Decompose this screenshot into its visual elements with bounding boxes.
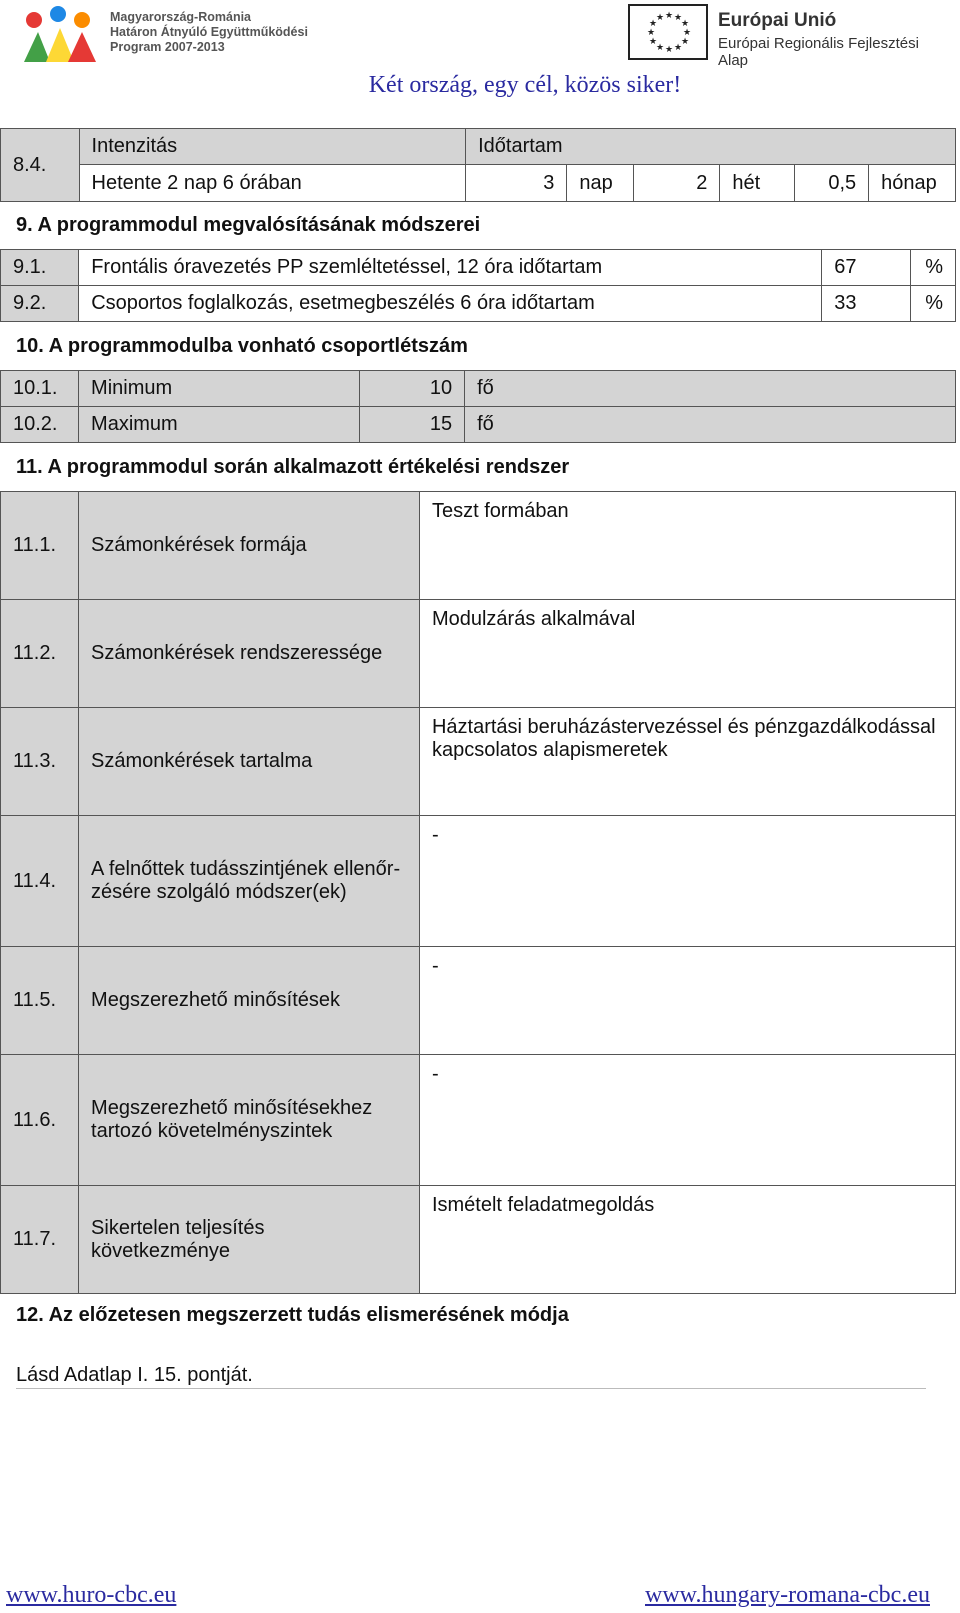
- svg-text:★: ★: [649, 37, 658, 47]
- row-number: 9.1.: [1, 250, 79, 286]
- section-12-text: Lásd Adatlap I. 15. pontját.: [16, 1364, 253, 1386]
- row-number: 11.4.: [1, 816, 79, 947]
- svg-text:★: ★: [647, 28, 656, 38]
- row-unit: %: [910, 286, 955, 322]
- intensity-value: Hetente 2 nap 6 órában: [79, 165, 466, 202]
- row-number: 11.6.: [1, 1055, 79, 1186]
- svg-text:★: ★: [674, 43, 683, 53]
- svg-text:★: ★: [656, 13, 665, 23]
- row-number: 11.3.: [1, 708, 79, 816]
- table-10: [0, 370, 956, 443]
- row-number: 10.2.: [1, 407, 79, 443]
- row-value: Háztartási beruházástervezéssel és pénzgazdálkodással kapcsolatos alapismeretek: [419, 708, 955, 816]
- row-label: Számonkérések tartalma: [79, 708, 420, 816]
- program-name: [110, 10, 308, 55]
- row-value: Modulzárás alkalmával: [419, 600, 955, 708]
- table-9: [0, 249, 956, 322]
- svg-text:★: ★: [674, 13, 683, 23]
- table-row: [1, 250, 956, 286]
- weeks-value: 2: [633, 165, 720, 202]
- row-label: A felnőttek tudásszintjének ellenőr-zésére szolgáló módszer(ek): [79, 816, 420, 947]
- row-number: 11.7.: [1, 1186, 79, 1294]
- section-11-title: 11. A programmodul során alkalmazott értékelési rendszer: [16, 456, 570, 478]
- eu-subtitle: Európai Regionális Fejlesztési Alap: [718, 35, 919, 69]
- table-8-4: [0, 128, 956, 202]
- row-value: -: [419, 947, 955, 1055]
- months-value: 0,5: [794, 165, 868, 202]
- section-9-title: 9. A programmodul megvalósításának módszerei: [16, 214, 481, 236]
- table-row: [1, 407, 956, 443]
- svg-text:★: ★: [681, 37, 690, 47]
- row-value: Ismételt feladatmegoldás: [419, 1186, 955, 1294]
- row-label: Maximum: [79, 407, 360, 443]
- motto: Két ország, egy cél, közös siker!: [368, 72, 682, 98]
- eu-logo: [628, 4, 948, 69]
- row-value: 10: [360, 371, 465, 407]
- table-row: [1, 1055, 956, 1186]
- table-row: [1, 1186, 956, 1294]
- program-line-1: Magyarország-Románia: [110, 10, 252, 24]
- eu-flag-icon: [628, 4, 708, 60]
- intenzitas-label: Intenzitás: [79, 129, 466, 165]
- footer-left-link[interactable]: www.huro-cbc.eu: [6, 1582, 177, 1608]
- row-label: Számonkérések formája: [79, 492, 420, 600]
- program-line-3: Program 2007-2013: [110, 40, 225, 54]
- svg-text:★: ★: [649, 19, 658, 29]
- footer-right-link[interactable]: www.hungary-romana-cbc.eu: [645, 1582, 930, 1608]
- row-text: Csoportos foglalkozás, esetmegbeszélés 6 óra időtartam: [79, 286, 822, 322]
- row-number: 9.2.: [1, 286, 79, 322]
- row-value: 67: [822, 250, 911, 286]
- svg-text:★: ★: [665, 11, 674, 21]
- divider: [16, 1388, 926, 1389]
- row-number: 11.1.: [1, 492, 79, 600]
- table-row: [1, 708, 956, 816]
- row-label: Számonkérések rendszeressége: [79, 600, 420, 708]
- table-row: [1, 816, 956, 947]
- svg-text:★: ★: [683, 28, 692, 38]
- table-row: [1, 286, 956, 322]
- row-label: Sikertelen teljesítés következménye: [79, 1186, 420, 1294]
- weeks-unit: hét: [720, 165, 794, 202]
- row-value: Teszt formában: [419, 492, 955, 600]
- row-unit: fő: [465, 407, 956, 443]
- svg-text:★: ★: [656, 43, 665, 53]
- program-line-2: Határon Átnyúló Együttműködési: [110, 25, 308, 39]
- program-logo-icon: [20, 4, 104, 66]
- row-text: Frontális óravezetés PP szemléltetéssel, 12 óra időtartam: [79, 250, 822, 286]
- table-row: [1, 600, 956, 708]
- days-unit: nap: [567, 165, 633, 202]
- section-10-title: 10. A programmodulba vonható csoportlétszám: [16, 335, 468, 357]
- idotartam-label: Időtartam: [466, 129, 956, 165]
- row-number: 11.2.: [1, 600, 79, 708]
- table-row: [1, 371, 956, 407]
- row-label: Minimum: [79, 371, 360, 407]
- table-row: [1, 947, 956, 1055]
- program-logo: [20, 4, 320, 66]
- row-value: -: [419, 816, 955, 947]
- row-unit: %: [910, 250, 955, 286]
- days-value: 3: [466, 165, 567, 202]
- svg-text:★: ★: [665, 45, 674, 55]
- eu-title: Európai Unió: [718, 10, 837, 31]
- section-12-title: 12. Az előzetesen megszerzett tudás elismerésének módja: [16, 1304, 569, 1326]
- row-value: 15: [360, 407, 465, 443]
- row-label: Megszerezhető minősítésekhez tartozó követelményszintek: [79, 1055, 420, 1186]
- row-label: Megszerezhető minősítések: [79, 947, 420, 1055]
- section-number: 8.4.: [1, 129, 80, 202]
- table-11: [0, 491, 956, 1294]
- svg-text:★: ★: [681, 19, 690, 29]
- row-value: 33: [822, 286, 911, 322]
- row-value: -: [419, 1055, 955, 1186]
- row-unit: fő: [465, 371, 956, 407]
- months-unit: hónap: [869, 165, 956, 202]
- row-number: 11.5.: [1, 947, 79, 1055]
- row-number: 10.1.: [1, 371, 79, 407]
- table-row: [1, 492, 956, 600]
